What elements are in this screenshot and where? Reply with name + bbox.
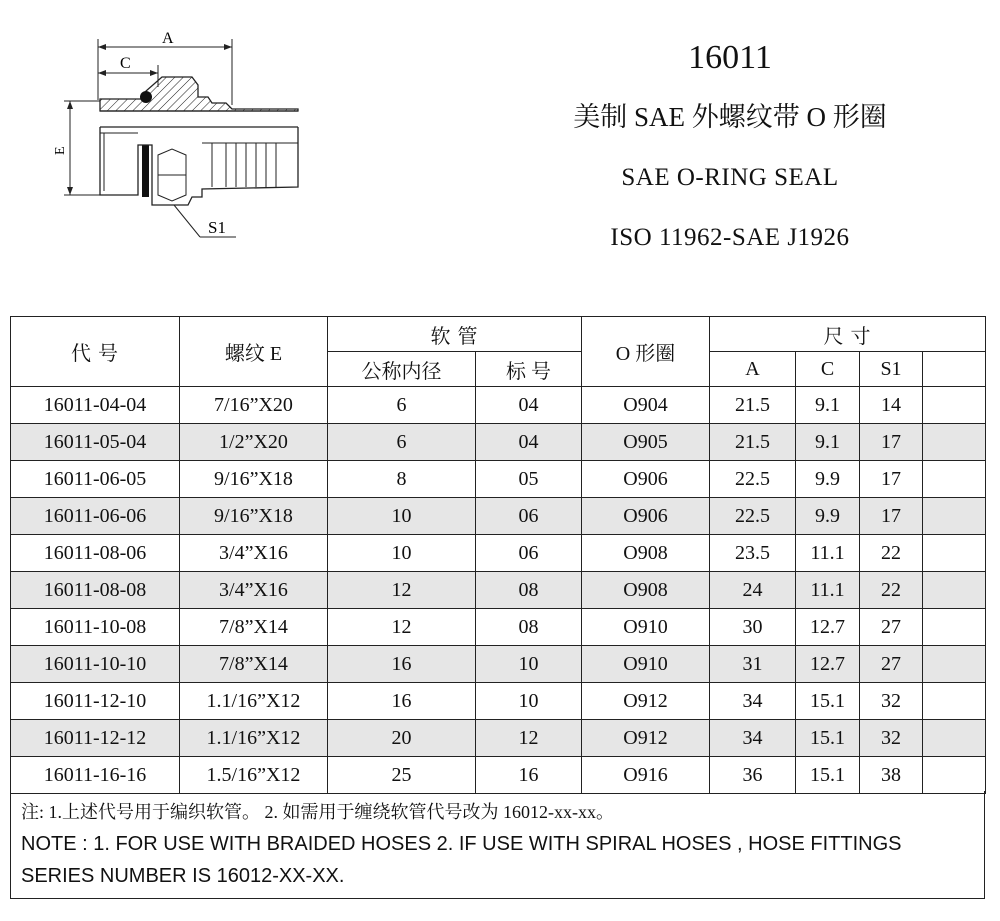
- cell-code: 16011-12-12: [11, 720, 180, 757]
- cell-oring: O912: [582, 683, 710, 720]
- header-s1: S1: [860, 352, 923, 387]
- part-code: 16011: [688, 39, 772, 76]
- cell-c: 9.9: [796, 461, 860, 498]
- cell-oring: O916: [582, 757, 710, 794]
- table-row: [11, 720, 986, 757]
- cell-code: 16011-10-10: [11, 646, 180, 683]
- cell-a: 23.5: [710, 535, 796, 572]
- cell-blank: [923, 498, 986, 535]
- note-chinese: 注: 1.上述代号用于编织软管。 2. 如需用于缠绕软管代号改为 16012-xx-xx。: [21, 802, 614, 822]
- cell-blank: [923, 757, 986, 794]
- cell-no: 10: [476, 646, 582, 683]
- cell-dn: 12: [328, 609, 476, 646]
- table-row: [11, 387, 986, 424]
- cell-dn: 6: [328, 424, 476, 461]
- cell-blank: [923, 535, 986, 572]
- cell-no: 08: [476, 572, 582, 609]
- cell-oring: O904: [582, 387, 710, 424]
- dim-label-e: E: [53, 146, 68, 155]
- header-hose: 软 管: [328, 317, 582, 352]
- cell-a: 22.5: [710, 461, 796, 498]
- cell-thread: 3/4”X16: [180, 572, 328, 609]
- dim-label-s1: S1: [208, 218, 226, 237]
- cell-thread: 1.5/16”X12: [180, 757, 328, 794]
- cell-c: 15.1: [796, 683, 860, 720]
- cell-blank: [923, 572, 986, 609]
- header-code: 代 号: [11, 317, 180, 387]
- header-hose-dn: 公称内径: [328, 352, 476, 387]
- cell-oring: O906: [582, 498, 710, 535]
- title-chinese: 美制 SAE 外螺纹带 O 形圈: [573, 102, 887, 132]
- dim-label-a: A: [162, 30, 174, 47]
- cell-thread: 3/4”X16: [180, 535, 328, 572]
- cell-s1: 14: [860, 387, 923, 424]
- header-dims: 尺 寸: [710, 317, 986, 352]
- cell-thread: 9/16”X18: [180, 461, 328, 498]
- cell-c: 9.1: [796, 424, 860, 461]
- cell-code: 16011-08-06: [11, 535, 180, 572]
- cell-s1: 32: [860, 683, 923, 720]
- cell-dn: 8: [328, 461, 476, 498]
- cell-dn: 10: [328, 498, 476, 535]
- header-blank: [923, 352, 986, 387]
- cell-c: 9.9: [796, 498, 860, 535]
- cell-thread: 7/16”X20: [180, 387, 328, 424]
- cell-no: 05: [476, 461, 582, 498]
- cell-thread: 7/8”X14: [180, 646, 328, 683]
- cell-code: 16011-16-16: [11, 757, 180, 794]
- cell-blank: [923, 424, 986, 461]
- cell-s1: 22: [860, 535, 923, 572]
- header-thread: 螺纹 E: [180, 317, 328, 387]
- cell-a: 34: [710, 720, 796, 757]
- cell-no: 10: [476, 683, 582, 720]
- header-c: C: [796, 352, 860, 387]
- cell-dn: 16: [328, 646, 476, 683]
- cell-thread: 1/2”X20: [180, 424, 328, 461]
- notes-box: [10, 791, 985, 899]
- cell-blank: [923, 461, 986, 498]
- dim-label-c: C: [120, 55, 131, 72]
- table-row: [11, 572, 986, 609]
- cell-code: 16011-06-05: [11, 461, 180, 498]
- cell-s1: 22: [860, 572, 923, 609]
- header-a: A: [710, 352, 796, 387]
- cell-s1: 38: [860, 757, 923, 794]
- cell-dn: 25: [328, 757, 476, 794]
- header-oring: O 形圈: [582, 317, 710, 387]
- cell-dn: 16: [328, 683, 476, 720]
- cell-oring: O908: [582, 535, 710, 572]
- cell-oring: O908: [582, 572, 710, 609]
- cell-code: 16011-04-04: [11, 387, 180, 424]
- cell-thread: 9/16”X18: [180, 498, 328, 535]
- table-row: [11, 424, 986, 461]
- cell-s1: 27: [860, 609, 923, 646]
- cell-s1: 32: [860, 720, 923, 757]
- cell-thread: 7/8”X14: [180, 609, 328, 646]
- cell-s1: 17: [860, 461, 923, 498]
- cell-blank: [923, 387, 986, 424]
- cell-s1: 17: [860, 424, 923, 461]
- cell-blank: [923, 720, 986, 757]
- table-row: [11, 609, 986, 646]
- table-row: [11, 646, 986, 683]
- cell-c: 15.1: [796, 720, 860, 757]
- cell-no: 04: [476, 424, 582, 461]
- cell-a: 21.5: [710, 424, 796, 461]
- standard: ISO 11962-SAE J1926: [610, 224, 850, 251]
- cell-thread: 1.1/16”X12: [180, 683, 328, 720]
- cell-s1: 27: [860, 646, 923, 683]
- table-row: [11, 535, 986, 572]
- cell-s1: 17: [860, 498, 923, 535]
- cell-oring: O910: [582, 646, 710, 683]
- title-block: [520, 30, 940, 254]
- cell-oring: O912: [582, 720, 710, 757]
- cell-c: 15.1: [796, 757, 860, 794]
- cell-blank: [923, 683, 986, 720]
- cell-oring: O906: [582, 461, 710, 498]
- cell-dn: 10: [328, 535, 476, 572]
- cell-oring: O905: [582, 424, 710, 461]
- cell-a: 21.5: [710, 387, 796, 424]
- table-body: [11, 387, 986, 794]
- cell-dn: 12: [328, 572, 476, 609]
- cell-blank: [923, 609, 986, 646]
- cell-no: 06: [476, 498, 582, 535]
- table-row: [11, 461, 986, 498]
- cell-a: 30: [710, 609, 796, 646]
- table-row: [11, 683, 986, 720]
- cell-a: 31: [710, 646, 796, 683]
- cell-c: 11.1: [796, 572, 860, 609]
- note-english-line1: NOTE : 1. FOR USE WITH BRAIDED HOSES 2. IF USE WITH SPIRAL HOSES , HOSE FITTINGS: [21, 833, 902, 855]
- cell-no: 12: [476, 720, 582, 757]
- cell-code: 16011-10-08: [11, 609, 180, 646]
- cell-a: 36: [710, 757, 796, 794]
- cell-a: 34: [710, 683, 796, 720]
- note-english-line2: SERIES NUMBER IS 16012-XX-XX.: [21, 865, 345, 887]
- title-english: SAE O-RING SEAL: [621, 164, 839, 191]
- cell-c: 12.7: [796, 646, 860, 683]
- cell-dn: 6: [328, 387, 476, 424]
- cell-no: 06: [476, 535, 582, 572]
- cell-code: 16011-08-08: [11, 572, 180, 609]
- cell-a: 24: [710, 572, 796, 609]
- cell-no: 04: [476, 387, 582, 424]
- cell-no: 08: [476, 609, 582, 646]
- spec-table: [10, 316, 986, 794]
- cell-dn: 20: [328, 720, 476, 757]
- cell-code: 16011-06-06: [11, 498, 180, 535]
- cell-thread: 1.1/16”X12: [180, 720, 328, 757]
- table-row: [11, 757, 986, 794]
- cell-blank: [923, 646, 986, 683]
- cell-no: 16: [476, 757, 582, 794]
- table-row: [11, 498, 986, 535]
- header-hose-no: 标 号: [476, 352, 582, 387]
- cell-oring: O910: [582, 609, 710, 646]
- fitting-drawing: [40, 25, 300, 265]
- cell-c: 12.7: [796, 609, 860, 646]
- cell-a: 22.5: [710, 498, 796, 535]
- cell-c: 9.1: [796, 387, 860, 424]
- cell-c: 11.1: [796, 535, 860, 572]
- cell-code: 16011-12-10: [11, 683, 180, 720]
- cell-code: 16011-05-04: [11, 424, 180, 461]
